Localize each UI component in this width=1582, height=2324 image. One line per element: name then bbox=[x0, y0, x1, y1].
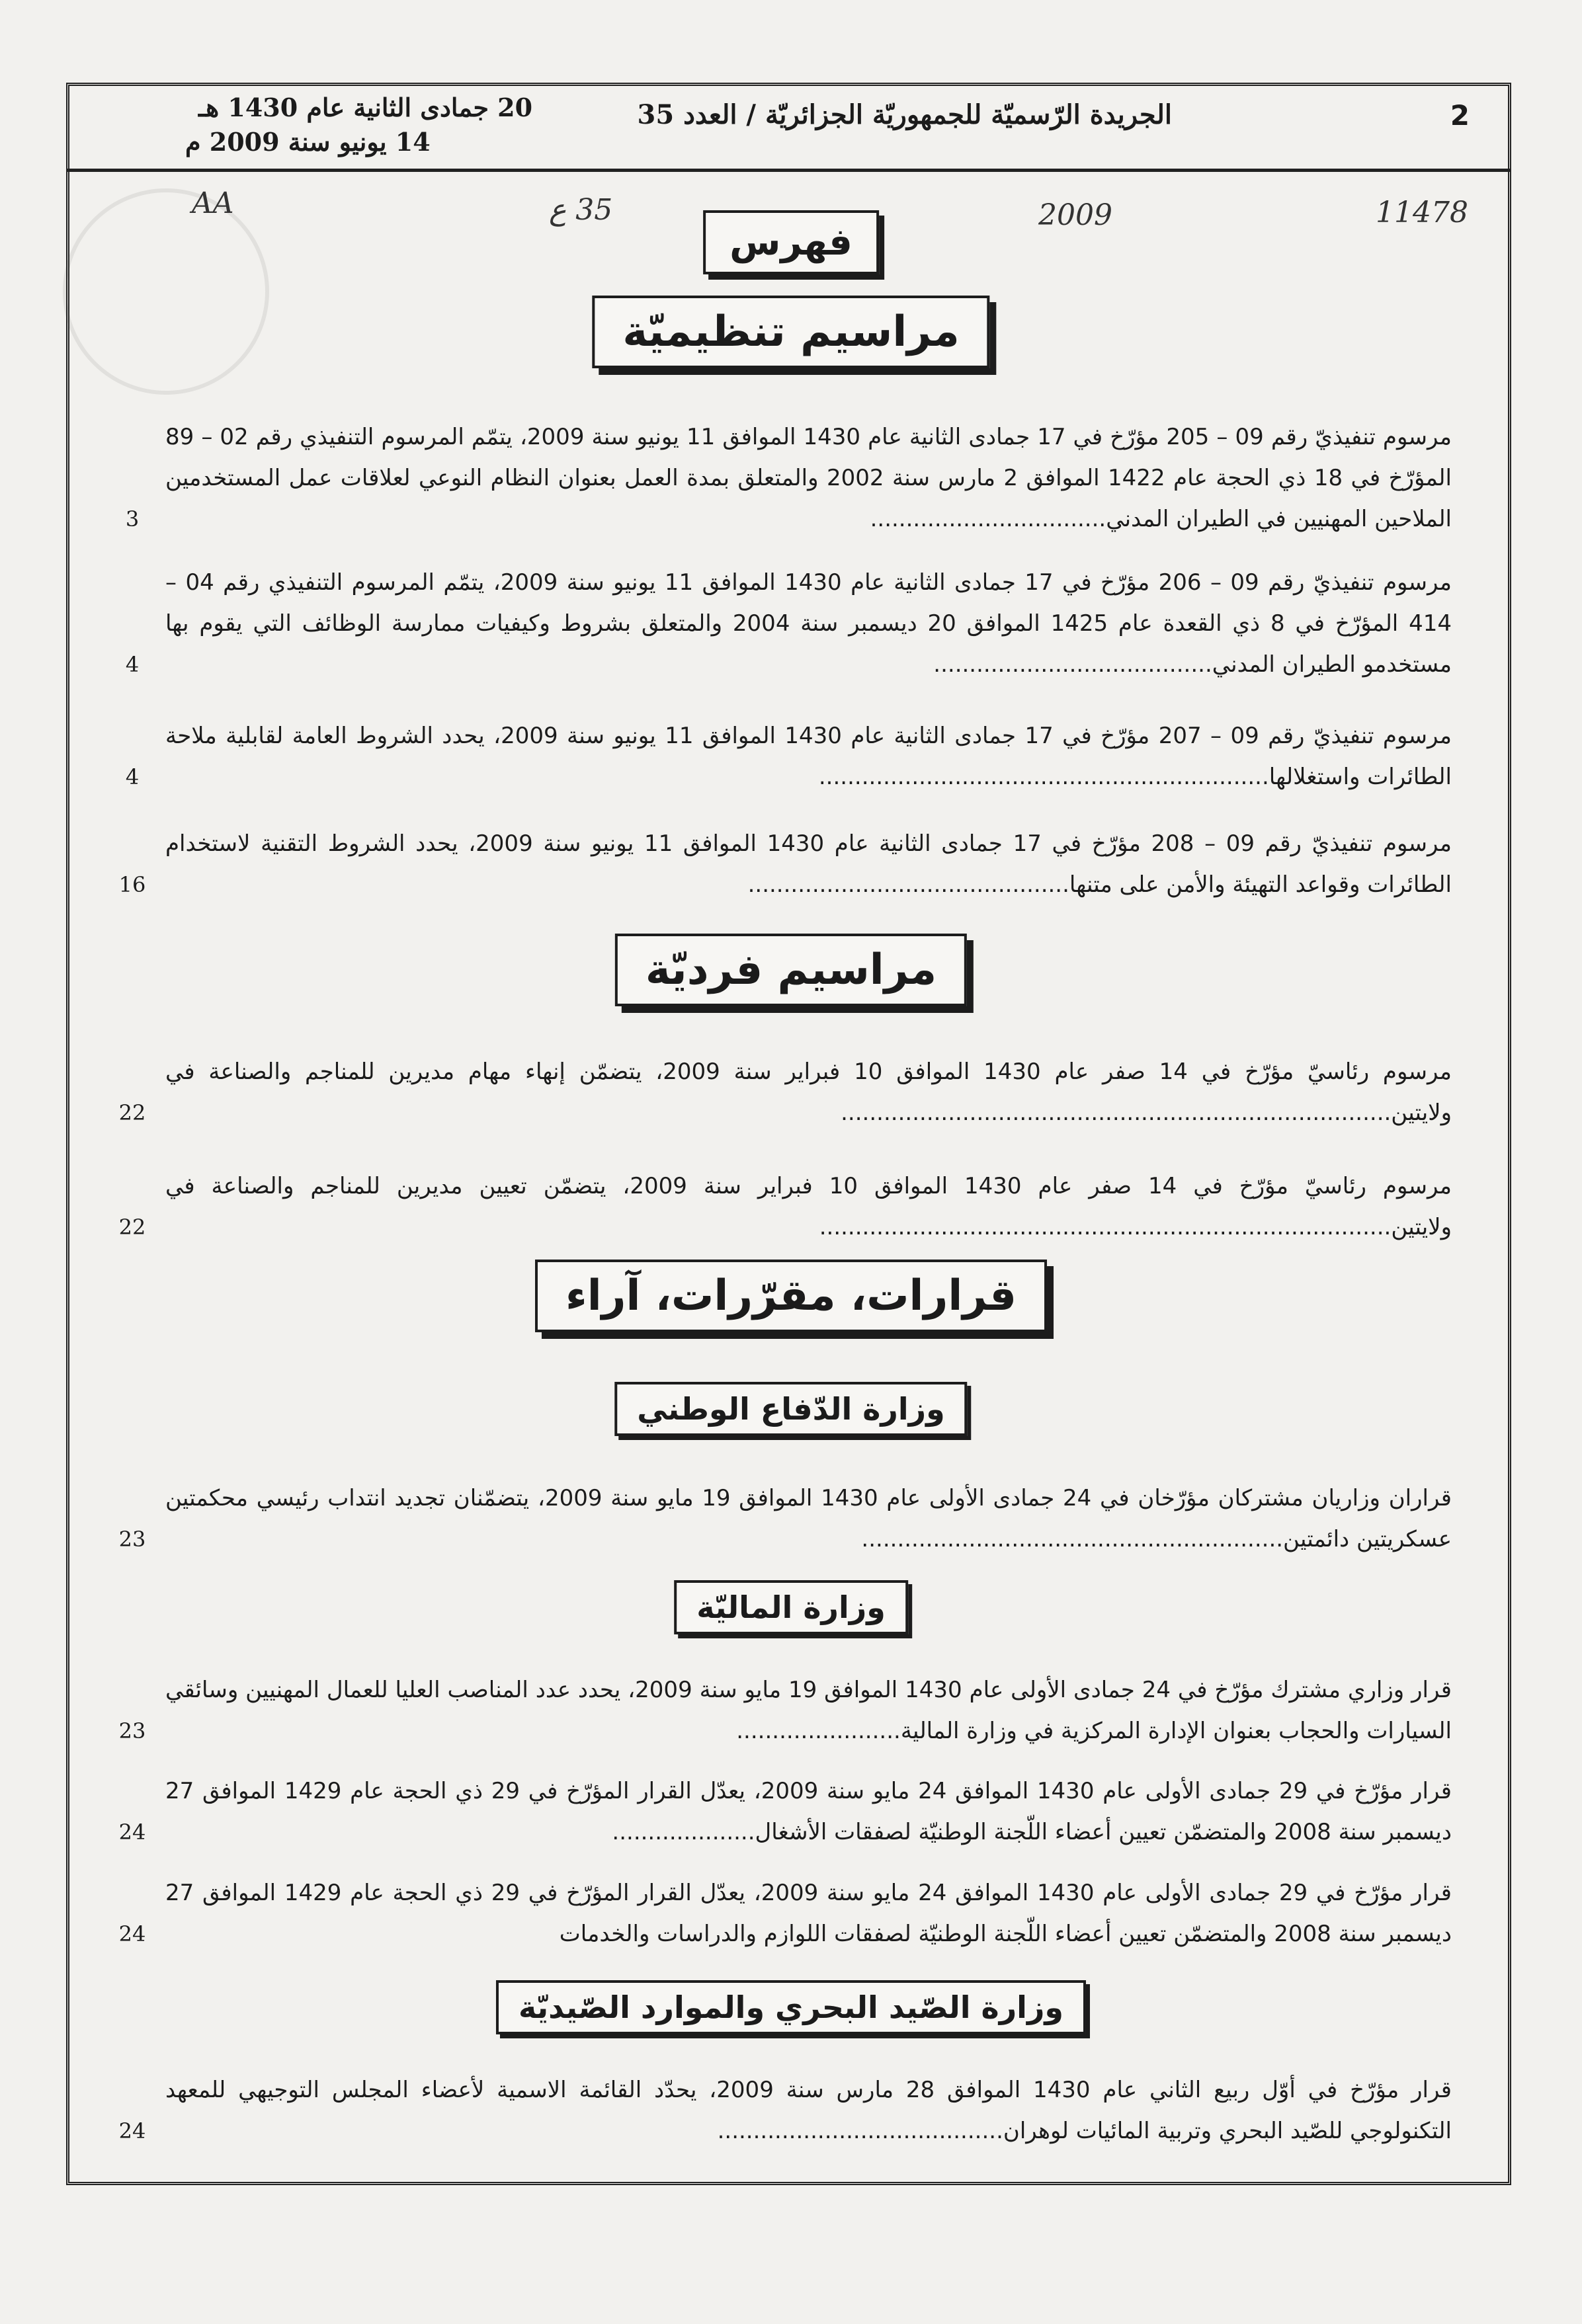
section-title-decisions: قرارات، مقرّرات، آراء bbox=[535, 1260, 1047, 1332]
list-item bbox=[118, 1166, 1452, 1248]
entry-text: قرار مؤرّخ في 29 جمادى الأولى عام 1430 الموافق 24 مايو سنة 2009، يعدّل القرار المؤرّخ في 29 ذي الحجة عام 1429 الموافق 27 ديسمبر سنة 2008 والمتضمّن تعيين أعضاء اللّجنة الوطنيّة لصفقات الأشغال.................... bbox=[165, 1778, 1452, 1845]
index-title: فهرس bbox=[703, 210, 879, 274]
list-item bbox=[125, 715, 1452, 797]
entry-text: قرار مؤرّخ في 29 جمادى الأولى عام 1430 الموافق 24 مايو سنة 2009، يعدّل القرار المؤرّخ في 29 ذي الحجة عام 1429 الموافق 27 ديسمبر سنة 2008 والمتضمّن تعيين أعضاء اللّجنة الوطنيّة لصفقات اللوازم والدراسات والخدمات bbox=[165, 1880, 1452, 1947]
entry-text: مرسوم تنفيذيّ رقم 09 – 206 مؤرّخ في 17 جمادى الثانية عام 1430 الموافق 11 يونيو سنة 2009، يتمّم المرسوم التنفيذي رقم 04 – 414 المؤرّخ في 8 ذي القعدة عام 1425 الموافق 20 ديسمبر سنة 2004 والمتعلق بشروط وكيفيات ممارسة الوظائف التي يقوم بها مستخدمو الطيران المدني....................................... bbox=[165, 569, 1452, 678]
list-item bbox=[125, 417, 1452, 540]
entry-text: قراران وزاريان مشتركان مؤرّخان في 24 جمادى الأولى عام 1430 الموافق 19 مايو سنة 2009، يتضمّنان تجديد انتداب رئيسي محكمتين عسكريتين دائمتين........................................................... bbox=[165, 1485, 1452, 1552]
entry-page: 4 bbox=[125, 764, 140, 789]
handwritten-note: 11478 bbox=[1376, 196, 1468, 229]
entry-text: قرار وزاري مشترك مؤرّخ في 24 جمادى الأولى عام 1430 الموافق 19 مايو سنة 2009، يحدد عدد المناصب العليا للعمال المهنيين وسائقي السيارات والحجاب بعنوان الإدارة المركزية في وزارة المالية....................... bbox=[165, 1677, 1452, 1744]
entry-text: قرار مؤرّخ في أوّل ربيع الثاني عام 1430 الموافق 28 مارس سنة 2009، يحدّد القائمة الاسمية لأعضاء المجلس التوجيهي للمعهد التكنولوجي للصّيد البحري وتربية المائيات لوهران........................................ bbox=[165, 2077, 1452, 2144]
entry-page: 3 bbox=[125, 506, 140, 532]
list-item bbox=[118, 1771, 1452, 1853]
ministry-title-defense: وزارة الدّفاع الوطني bbox=[614, 1382, 967, 1436]
page-frame bbox=[66, 83, 1511, 2185]
entry-text: مرسوم تنفيذيّ رقم 09 – 207 مؤرّخ في 17 جمادى الثانية عام 1430 الموافق 11 يونيو سنة 2009، يحدد الشروط العامة لقابلية ملاحة الطائرات واستغلالها............................................................... bbox=[165, 723, 1452, 790]
list-item bbox=[118, 1051, 1452, 1133]
handwritten-note: 35 ع bbox=[549, 193, 613, 227]
section-title-regulatory: مراسيم تنظيميّة bbox=[592, 296, 989, 368]
list-item bbox=[118, 823, 1452, 905]
faded-stamp bbox=[63, 188, 269, 395]
entry-page: 22 bbox=[118, 1215, 146, 1240]
entry-page: 16 bbox=[118, 872, 146, 897]
entry-page: 4 bbox=[125, 652, 140, 677]
list-item bbox=[125, 562, 1452, 685]
ministry-title-fisheries: وزارة الصّيد البحري والموارد الصّيديّة bbox=[496, 1980, 1086, 2034]
entry-page: 23 bbox=[118, 1527, 146, 1552]
list-item bbox=[118, 1872, 1452, 1954]
entry-page: 24 bbox=[118, 1820, 146, 1845]
list-item bbox=[118, 1478, 1452, 1560]
header-rule bbox=[66, 169, 1511, 172]
ministry-title-finance: وزارة الماليّة bbox=[674, 1580, 908, 1634]
handwritten-note: AA bbox=[192, 186, 234, 220]
entry-page: 24 bbox=[118, 2118, 146, 2144]
entry-page: 22 bbox=[118, 1100, 146, 1125]
entry-text: مرسوم تنفيذيّ رقم 09 – 205 مؤرّخ في 17 جمادى الثانية عام 1430 الموافق 11 يونيو سنة 2009، يتمّم المرسوم التنفيذي رقم 02 – 89 المؤرّخ في 18 ذي الحجة عام 1422 الموافق 2 مارس سنة 2002 والمتعلق بمدة العمل بعنوان النظام النوعي لعلاقات عمل المستخدمين الملاحين المهنيين في الطيران المدني................................. bbox=[165, 424, 1452, 532]
page-number: 2 bbox=[1450, 99, 1470, 132]
section-title-individual: مراسيم فرديّة bbox=[615, 934, 967, 1006]
hijri-date: 20 جمادى الثانية عام 1430 هـ bbox=[198, 93, 533, 122]
entry-text: مرسوم تنفيذيّ رقم 09 – 208 مؤرّخ في 17 جمادى الثانية عام 1430 الموافق 11 يونيو سنة 2009، يحدد الشروط التقنية لاستخدام الطائرات وقواعد التهيئة والأمن على متنها............................................. bbox=[165, 830, 1452, 898]
entry-page: 23 bbox=[118, 1718, 146, 1743]
entry-text: مرسوم رئاسيّ مؤرّخ في 14 صفر عام 1430 الموافق 10 فبراير سنة 2009، يتضمّن تعيين مديرين للمناجم والصناعة في ولايتين................................................................................ bbox=[165, 1173, 1452, 1240]
gregorian-date: 14 يونيو سنة 2009 م bbox=[185, 127, 431, 157]
list-item bbox=[118, 1669, 1452, 1751]
entry-page: 24 bbox=[118, 1921, 146, 1946]
journal-title: الجريدة الرّسميّة للجمهوريّة الجزائريّة / العدد 35 bbox=[637, 99, 1172, 130]
list-item bbox=[118, 2069, 1452, 2151]
handwritten-note: 2009 bbox=[1038, 198, 1112, 232]
entry-text: مرسوم رئاسيّ مؤرّخ في 14 صفر عام 1430 الموافق 10 فبراير سنة 2009، يتضمّن إنهاء مهام مديرين للمناجم والصناعة في ولايتين............................................................................. bbox=[165, 1059, 1452, 1126]
